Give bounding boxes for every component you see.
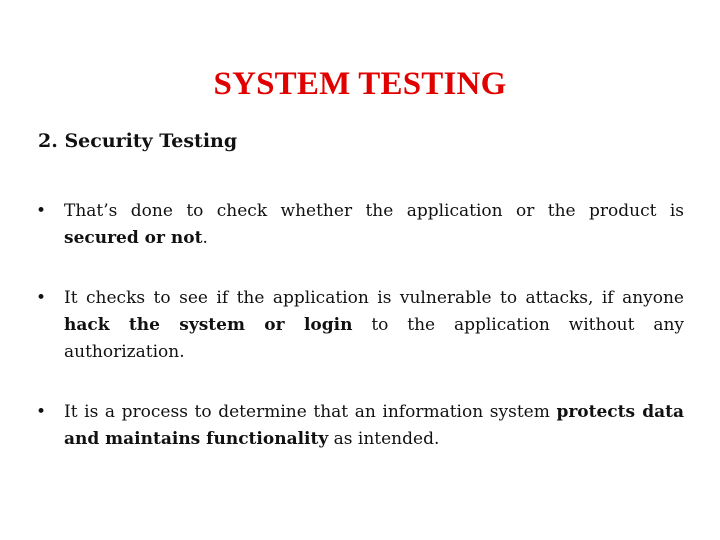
bullet-text: That’s done to check whether the application or the product is xyxy=(64,201,684,221)
bullet-list xyxy=(36,198,684,486)
slide-title: SYSTEM TESTING xyxy=(213,66,507,102)
bullet-text: to the application without any authorization. xyxy=(64,315,685,362)
bullet-emphasis: secured or not xyxy=(64,228,203,248)
bullet-icon: • xyxy=(36,402,47,422)
section-heading: 2. Security Testing xyxy=(38,130,238,152)
bullet-icon: • xyxy=(36,288,47,308)
bullet-item xyxy=(36,198,684,252)
bullet-emphasis: protects data and maintains functionality xyxy=(64,402,684,449)
bullet-text: It is a process to determine that an information system xyxy=(64,402,557,422)
bullet-text: It checks to see if the application is vulnerable to attacks, if anyone xyxy=(64,288,684,308)
bullet-icon: • xyxy=(36,201,47,221)
bullet-item xyxy=(36,399,684,453)
bullet-text: . xyxy=(202,228,208,248)
bullet-emphasis: hack the system or login xyxy=(64,315,353,335)
bullet-item xyxy=(36,285,684,366)
bullet-text: as intended. xyxy=(328,429,440,449)
